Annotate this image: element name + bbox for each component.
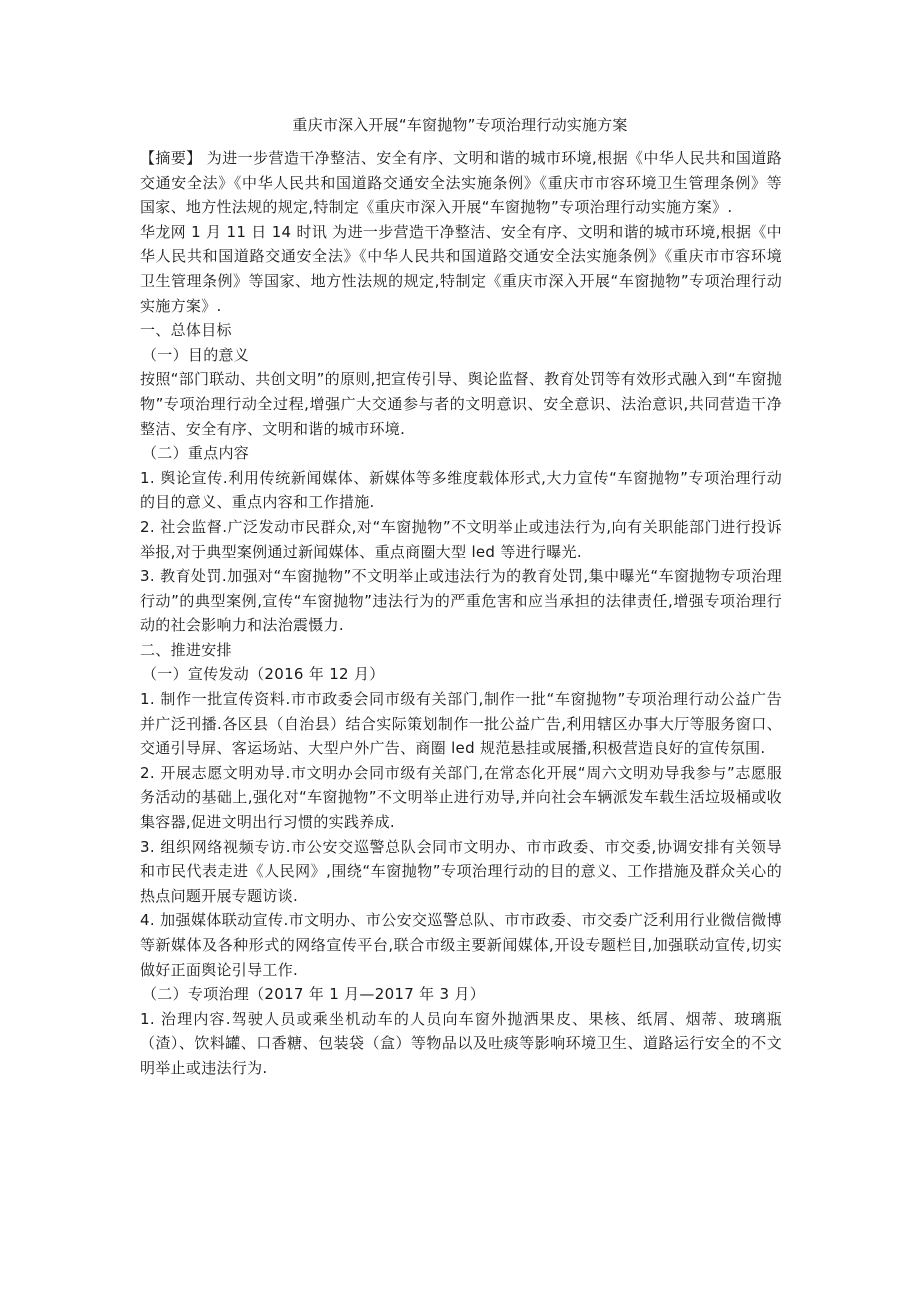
document-title: 重庆市深入开展“车窗抛物”专项治理行动实施方案 xyxy=(292,116,628,134)
section-heading: 二、推进安排 xyxy=(140,640,232,659)
list-item: 1. 治理内容.驾驶人员或乘坐机动车的人员向车窗外抛洒果皮、果核、纸屑、烟蒂、玻璃瓶（渣）、饮料罐、口香糖、包装袋（盒）等物品以及吐痰等影响环境卫生、道路运行安全的不文明举止或违法行为. xyxy=(140,1009,782,1077)
subsection-heading: （二）专项治理（2017 年 1 月—2017 年 3 月） xyxy=(142,985,486,1004)
section-heading: 一、总体目标 xyxy=(140,321,232,340)
list-item: 2. 社会监督.广泛发动市民群众,对“车窗抛物”不文明举止或违法行为,向有关职能部门进行投诉举报,对于典型案例通过新闻媒体、重点商圈大型 led 等进行曝光. xyxy=(140,517,782,561)
list-item: 1. 舆论宣传.利用传统新闻媒体、新媒体等多维度载体形式,大力宣传“车窗抛物”专项治理行动的目的意义、重点内容和工作措施. xyxy=(140,468,782,512)
list-item: 3. 组织网络视频专访.市公安交巡警总队会同市文明办、市市政委、市交委,协调安排有关领导和市民代表走进《人民网》,围绕“车窗抛物”专项治理行动的目的意义、工作措施及群众关心的热点问题开展专题访谈. xyxy=(140,837,782,905)
body-paragraph: 华龙网 1 月 11 日 14 时讯 为进一步营造干净整洁、安全有序、文明和谐的城市环境,根据《中华人民共和国道路交通安全法》《中华人民共和国道路交通安全法实施条例》《重庆市市容环境卫生管理条例》等国家、地方性法规的规定,特制定《重庆市深入开展“车窗抛物”专项治理行动实施方案》. xyxy=(140,222,782,315)
abstract-paragraph: 【摘要】 为进一步营造干净整洁、安全有序、文明和谐的城市环境,根据《中华人民共和国道路交通安全法》《中华人民共和国道路交通安全法实施条例》《重庆市市容环境卫生管理条例》等国家、地方性法规的规定,特制定《重庆市深入开展“车窗抛物”专项治理行动实施方案》. xyxy=(140,149,782,217)
list-item: 3. 教育处罚.加强对“车窗抛物”不文明举止或违法行为的教育处罚,集中曝光“车窗抛物专项治理行动”的典型案例,宣传“车窗抛物”违法行为的严重危害和应当承担的法律责任,增强专项治理行动的社会影响力和法治震慑力. xyxy=(140,567,782,635)
list-item: 1. 制作一批宣传资料.市市政委会同市级有关部门,制作一批“车窗抛物”专项治理行动公益广告并广泛刊播.各区县（自治县）结合实际策划制作一批公益广告,利用辖区办事大厅等服务窗口、交通引导屏、客运场站、大型户外广告、商圈 led 规范悬挂或展播,积极营造良好的宣传氛围. xyxy=(140,690,782,758)
body-paragraph: 按照“部门联动、共创文明”的原则,把宣传引导、舆论监督、教育处罚等有效形式融入到“车窗抛物”专项治理行动全过程,增强广大交通参与者的文明意识、安全意识、法治意识,共同营造干净整洁、安全有序、文明和谐的城市环境. xyxy=(140,370,782,438)
subsection-heading: （二）重点内容 xyxy=(142,444,250,463)
document-body xyxy=(140,146,782,1081)
subsection-heading: （一）宣传发动（2016 年 12 月） xyxy=(142,665,385,684)
subsection-heading: （一）目的意义 xyxy=(142,345,250,364)
list-item: 4. 加强媒体联动宣传.市文明办、市公安交巡警总队、市市政委、市交委广泛利用行业微信微博等新媒体及各种形式的网络宣传平台,联合市级主要新闻媒体,开设专题栏目,加强联动宣传,切实做好正面舆论引导工作. xyxy=(140,911,782,979)
list-item: 2. 开展志愿文明劝导.市文明办会同市级有关部门,在常态化开展“周六文明劝导我参与”志愿服务活动的基础上,强化对“车窗抛物”不文明举止进行劝导,并向社会车辆派发车载生活垃圾桶或收集容器,促进文明出行习惯的实践养成. xyxy=(140,763,782,832)
